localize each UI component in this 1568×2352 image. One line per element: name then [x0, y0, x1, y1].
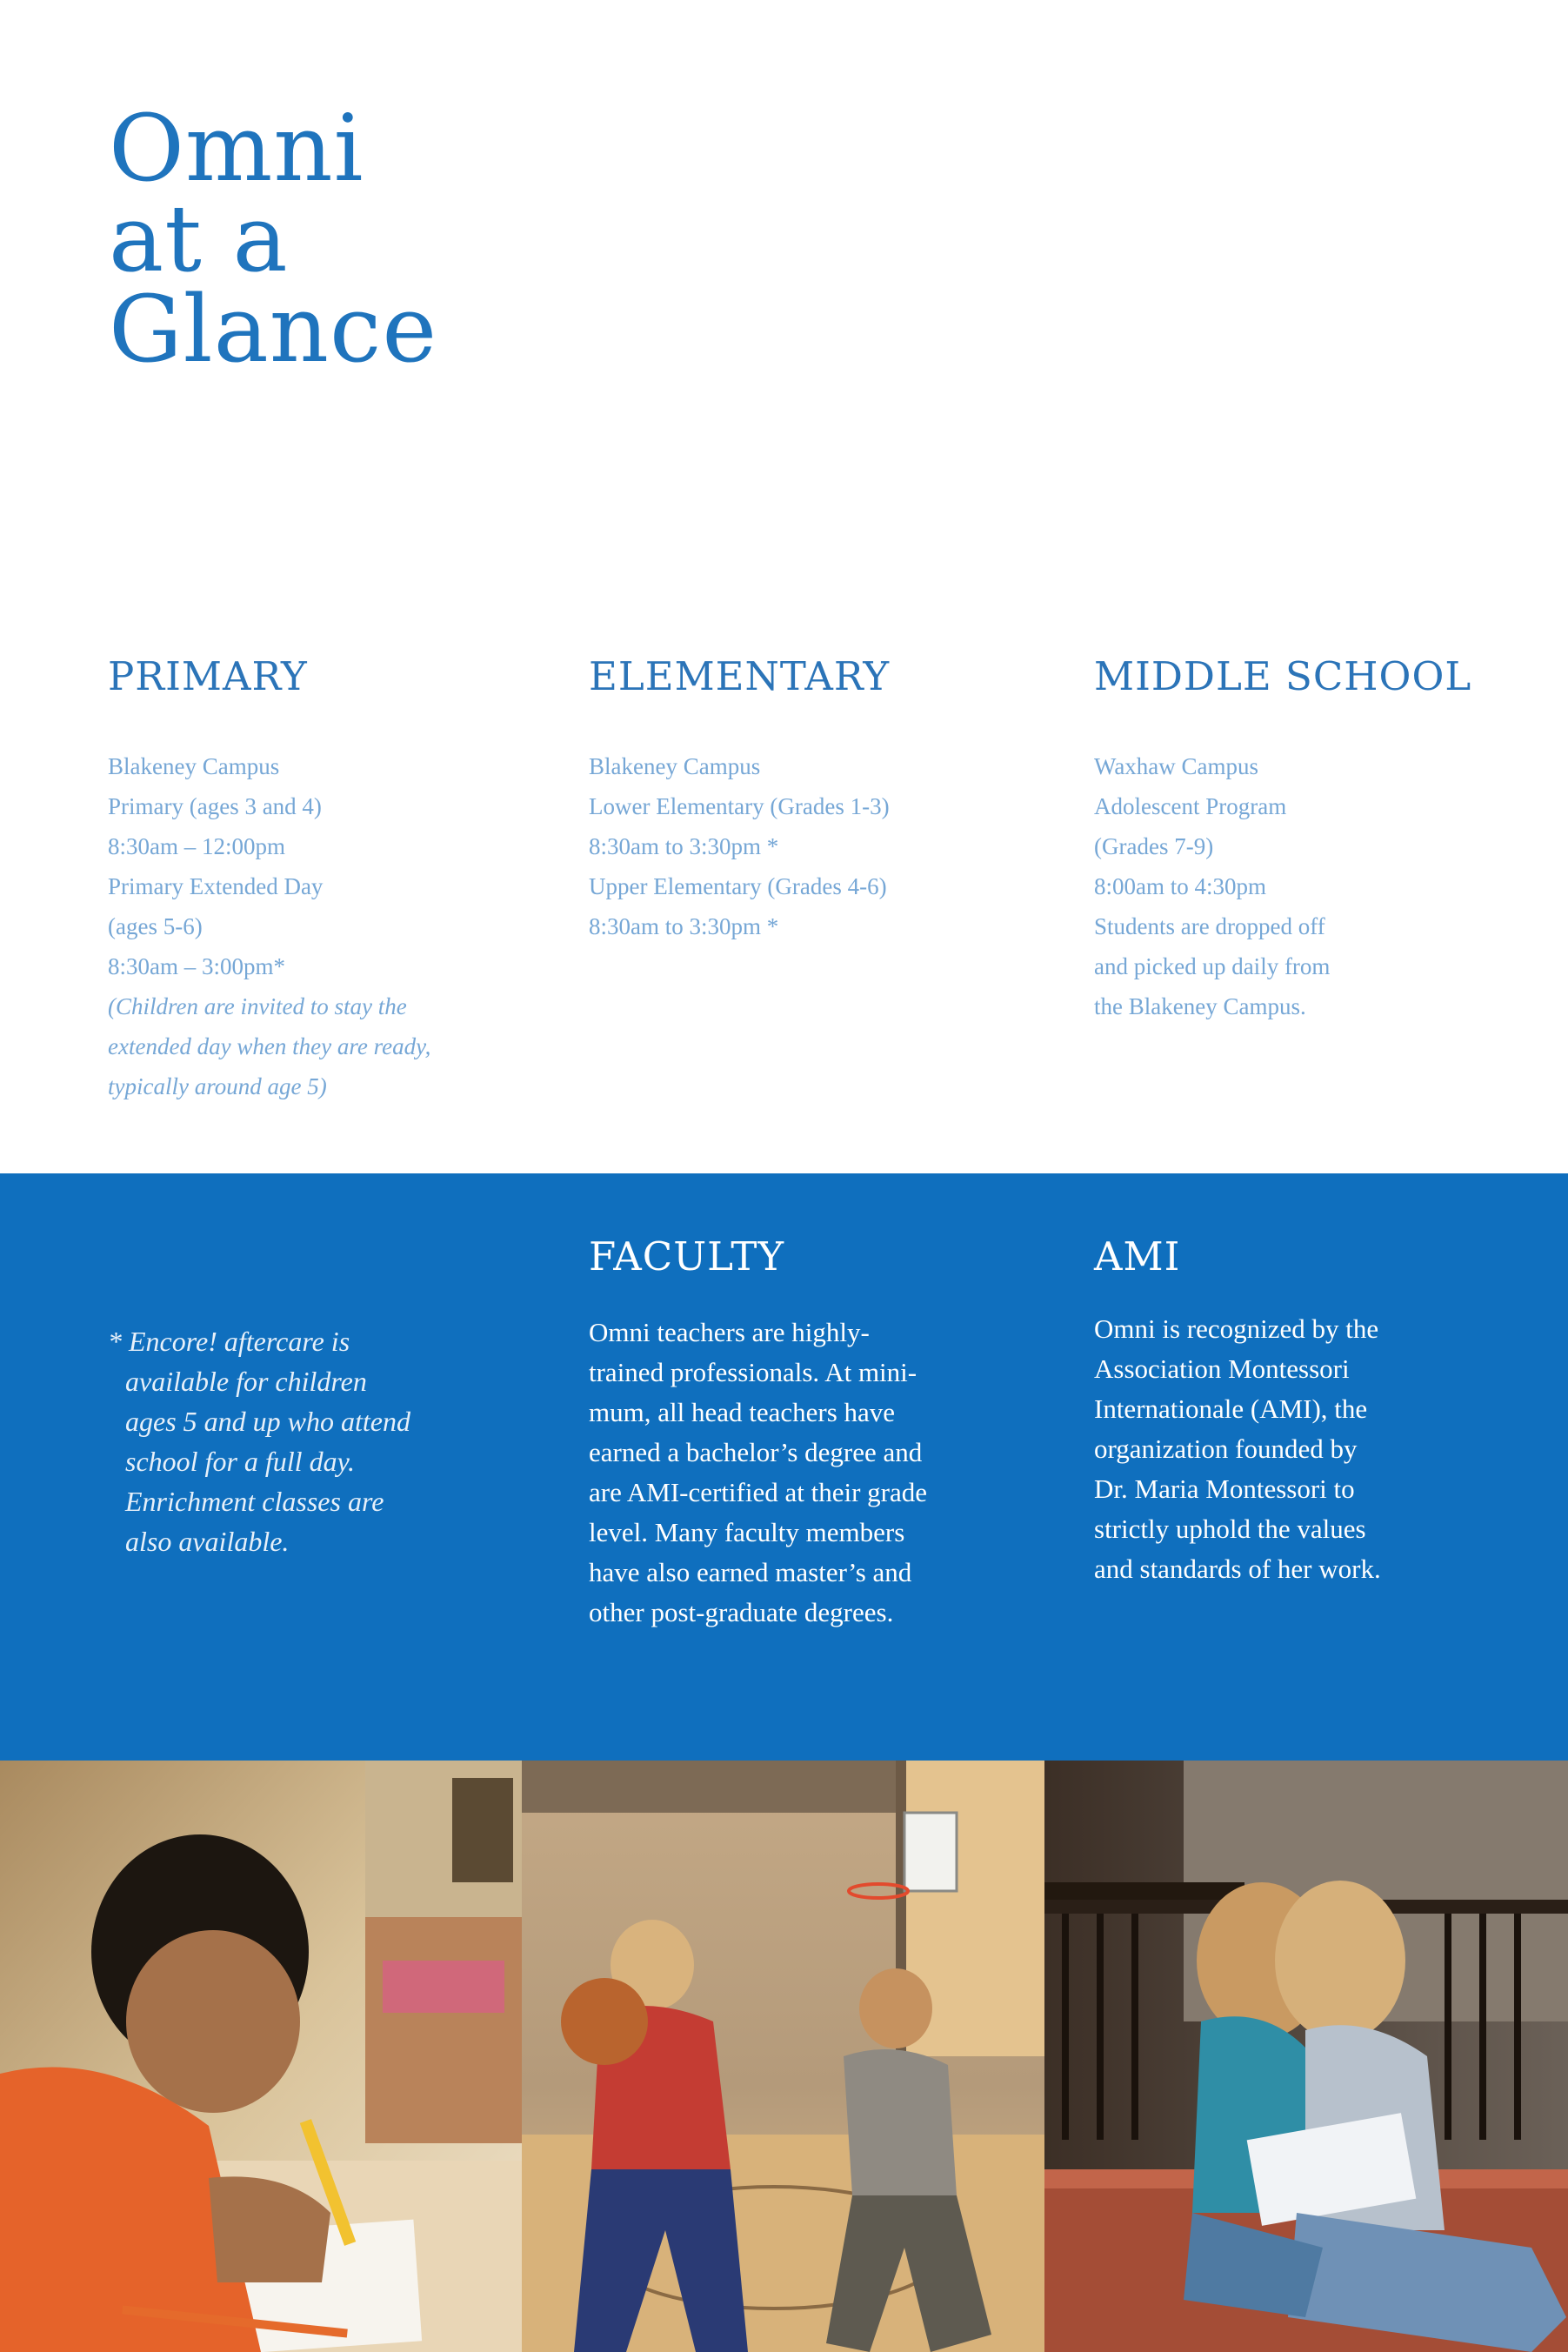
faculty-line: level. Many faculty members — [589, 1517, 905, 1547]
faculty-line: other post-graduate degrees. — [589, 1597, 894, 1627]
primary-line: 8:30am – 12:00pm — [108, 833, 285, 859]
faculty-line: have also earned master’s and — [589, 1557, 912, 1587]
primary-line: Blakeney Campus — [108, 753, 280, 779]
primary-heading: PRIMARY — [108, 653, 308, 699]
title-line: Glance — [109, 276, 438, 383]
ami-line: Association Montessori — [1094, 1353, 1350, 1384]
info-band — [0, 1173, 1568, 1761]
photo-strip — [0, 1761, 1568, 2352]
boy-writing-photo — [0, 1761, 522, 2352]
elementary-section — [589, 651, 1041, 946]
middle-school-line: (Grades 7-9) — [1094, 833, 1214, 859]
note-line: school for a full day. — [125, 1446, 355, 1477]
ami-line: Internationale (AMI), the — [1094, 1393, 1368, 1424]
faculty-line: are AMI-certified at their grade — [589, 1477, 928, 1507]
note-line: also available. — [125, 1526, 290, 1557]
primary-section — [108, 651, 560, 1106]
primary-line: Primary (ages 3 and 4) — [108, 793, 322, 819]
page-title — [109, 95, 438, 383]
aftercare-note — [108, 1321, 410, 1561]
middle-school-line: 8:00am to 4:30pm — [1094, 873, 1266, 899]
middle-school-line: Students are dropped off — [1094, 913, 1325, 939]
title-line: Omni — [109, 95, 364, 202]
note-line: * Encore! aftercare is — [108, 1326, 350, 1357]
elementary-line: Upper Elementary (Grades 4-6) — [589, 873, 887, 899]
faculty-line: mum, all head teachers have — [589, 1397, 896, 1427]
ami-heading: AMI — [1094, 1233, 1181, 1280]
girls-reading-photo — [1044, 1761, 1568, 2352]
middle-school-line: Adolescent Program — [1094, 793, 1287, 819]
primary-note-line: (Children are invited to stay the — [108, 993, 407, 1019]
note-line: available for children — [125, 1366, 367, 1397]
ami-line: strictly uphold the values — [1094, 1513, 1366, 1544]
elementary-heading: ELEMENTARY — [589, 653, 891, 699]
ami-line: and standards of her work. — [1094, 1554, 1381, 1584]
middle-school-section — [1094, 651, 1546, 1026]
note-line: ages 5 and up who attend — [125, 1406, 410, 1437]
primary-note-line: typically around age 5) — [108, 1073, 327, 1099]
faculty-heading: FACULTY — [589, 1233, 785, 1280]
primary-line: (ages 5-6) — [108, 913, 203, 939]
faculty-line: earned a bachelor’s degree and — [589, 1437, 923, 1467]
faculty-line: trained professionals. At mini- — [589, 1357, 917, 1387]
faculty-text — [589, 1313, 927, 1633]
faculty-line: Omni teachers are highly- — [589, 1317, 870, 1347]
primary-note-line: extended day when they are ready, — [108, 1033, 431, 1059]
middle-school-line: the Blakeney Campus. — [1094, 993, 1306, 1019]
middle-school-line: Waxhaw Campus — [1094, 753, 1259, 779]
primary-line: Primary Extended Day — [108, 873, 324, 899]
basketball-gym-photo — [522, 1761, 1044, 2352]
elementary-line: Blakeney Campus — [589, 753, 761, 779]
note-line: Enrichment classes are — [125, 1486, 384, 1517]
elementary-line: Lower Elementary (Grades 1-3) — [589, 793, 890, 819]
primary-line: 8:30am – 3:00pm* — [108, 953, 285, 979]
elementary-line: 8:30am to 3:30pm * — [589, 833, 779, 859]
title-line: at a — [109, 185, 289, 292]
middle-school-heading: MIDDLE SCHOOL — [1094, 653, 1472, 699]
ami-text — [1094, 1309, 1381, 1589]
middle-school-line: and picked up daily from — [1094, 953, 1331, 979]
ami-line: organization founded by — [1094, 1433, 1358, 1464]
elementary-line: 8:30am to 3:30pm * — [589, 913, 779, 939]
ami-line: Omni is recognized by the — [1094, 1313, 1379, 1344]
ami-line: Dr. Maria Montessori to — [1094, 1473, 1355, 1504]
